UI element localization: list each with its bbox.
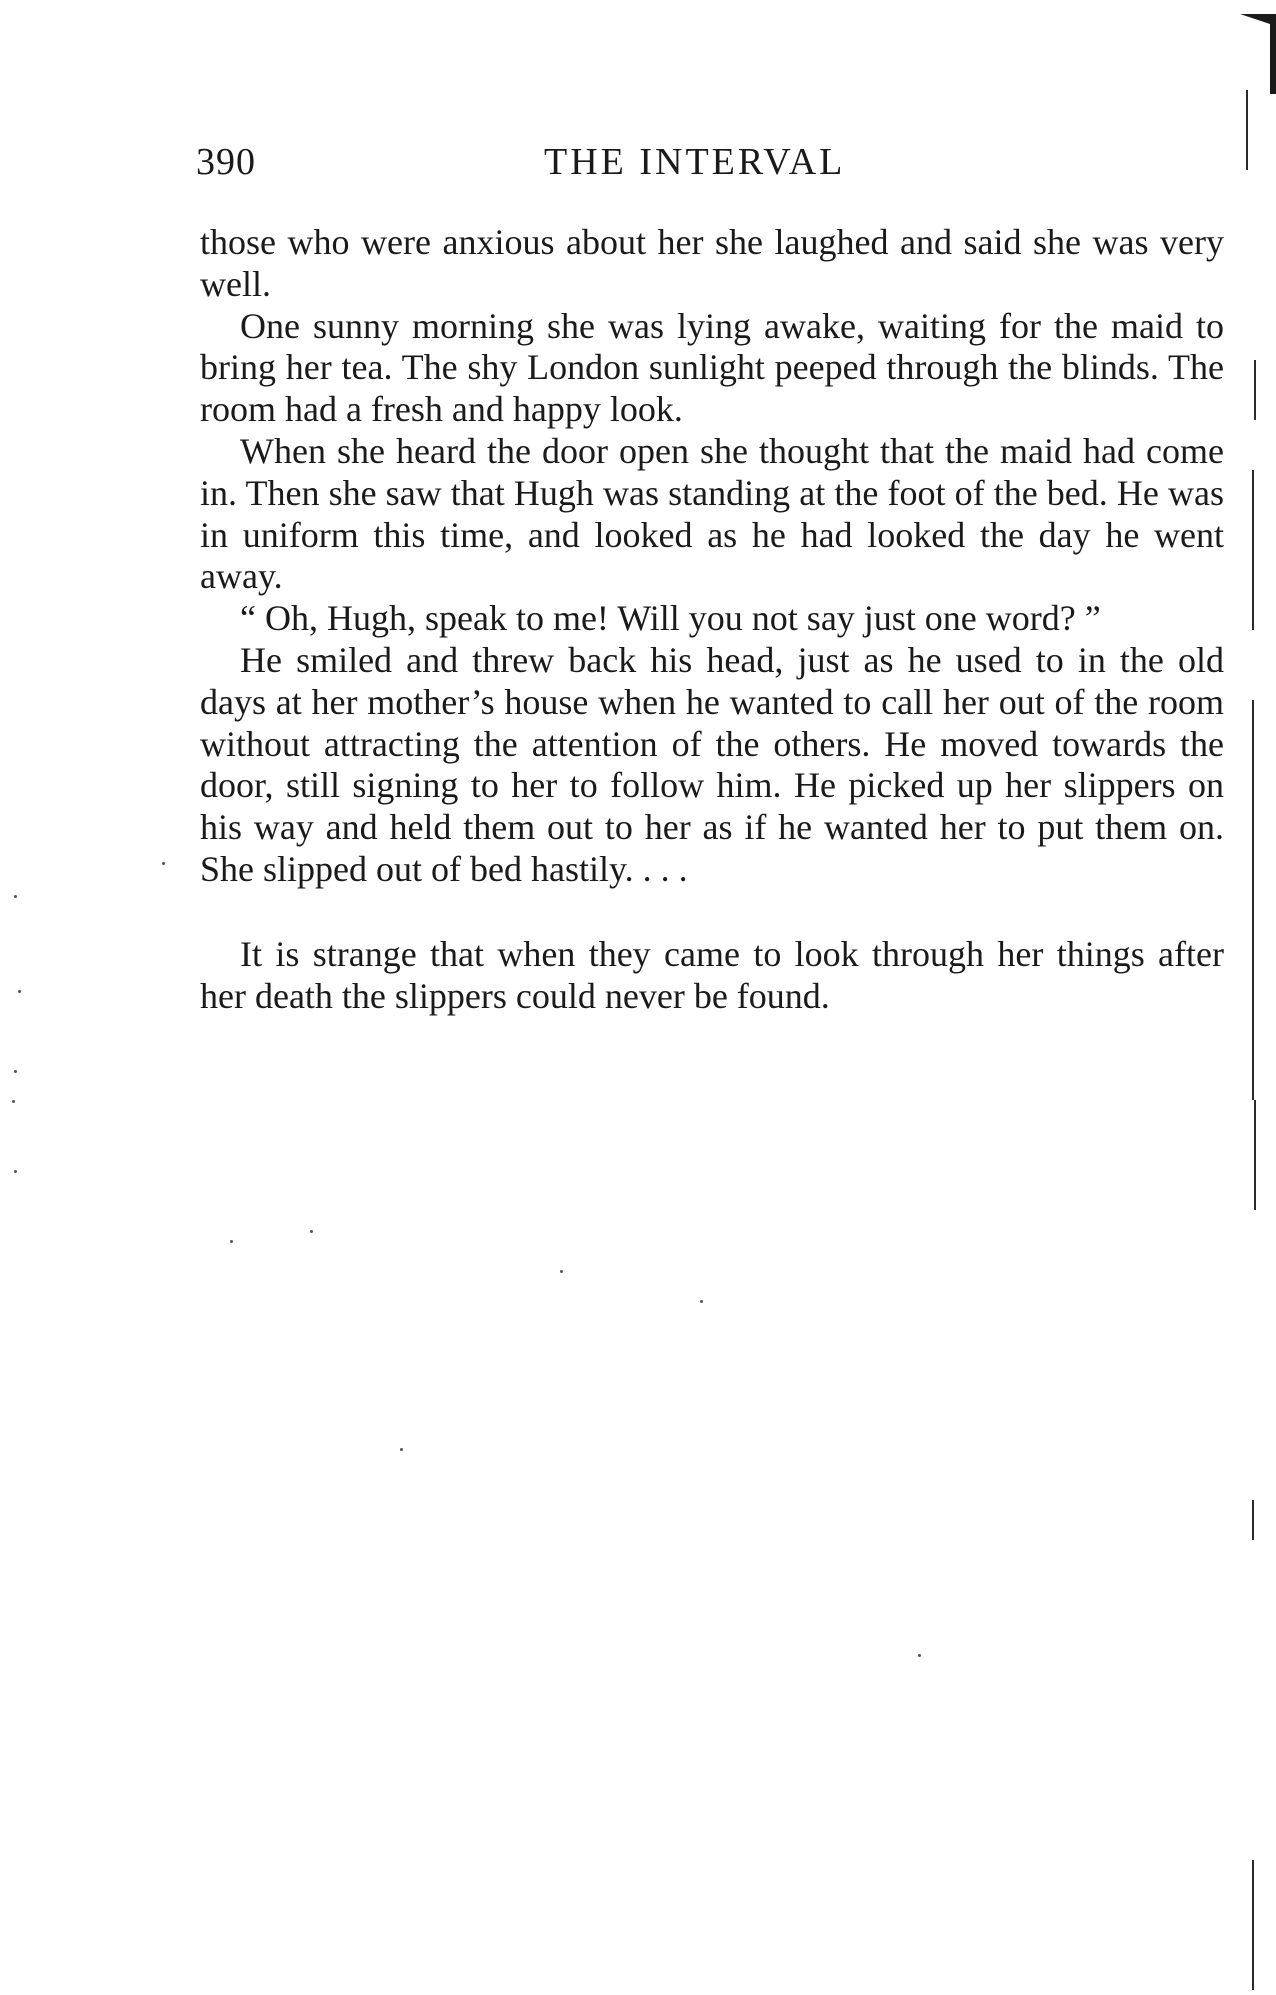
page-number: 390: [196, 141, 256, 183]
scan-speck: [12, 1100, 15, 1103]
paragraph: When she heard the door open she thought that the maid had come in. Then she saw that Hugh was standing at the foot of the bed. He was in uniform this time, and looked as he had looked the day he went away.: [200, 430, 1224, 597]
page-edge-line: [1246, 90, 1248, 170]
paragraph: those who were anxious about her she laughed and said she was very well.: [200, 222, 1224, 304]
page-edge-line: [1252, 700, 1254, 1100]
page-edge-line: [1252, 1500, 1254, 1540]
scan-speck: [400, 1448, 403, 1451]
page-corner-fold: [1240, 14, 1276, 94]
paragraph: One sunny morning she was lying awake, waiting for the maid to bring her tea. The shy London sunlight peeped through the blinds. The room had a fresh and happy look.: [200, 305, 1224, 430]
scan-speck: [310, 1230, 313, 1233]
scan-speck: [14, 1170, 17, 1173]
scan-speck: [162, 862, 165, 865]
page-edge-line: [1252, 1860, 1254, 1990]
page-edge-line: [1252, 470, 1254, 630]
scan-speck: [14, 1070, 17, 1073]
paragraph: “ Oh, Hugh, speak to me! Will you not say just one word? ”: [240, 598, 1101, 639]
scan-speck: [918, 1654, 921, 1657]
scan-speck: [14, 895, 17, 898]
scan-speck: [230, 1240, 233, 1243]
body-text: [200, 222, 1224, 1017]
paragraph: It is strange that when they came to look through her things after her death the slippers could never be found.: [200, 933, 1224, 1016]
running-title: THE INTERVAL: [544, 141, 846, 183]
scan-speck: [700, 1300, 703, 1303]
paragraph: He smiled and threw back his head, just as he used to in the old days at her mother’s house when he wanted to call her out of the room without attracting the attention of the others. He moved towards the door, still signing to her to follow him. He picked up her slippers on his way and held them out to her as if he wanted her to put them on. She slipped out of bed hastily. . . .: [200, 639, 1224, 889]
page-header: [196, 140, 1226, 190]
scan-speck: [18, 990, 21, 993]
page-edge-line: [1254, 1100, 1256, 1210]
page-edge-line: [1254, 360, 1256, 420]
scan-speck: [560, 1270, 563, 1273]
